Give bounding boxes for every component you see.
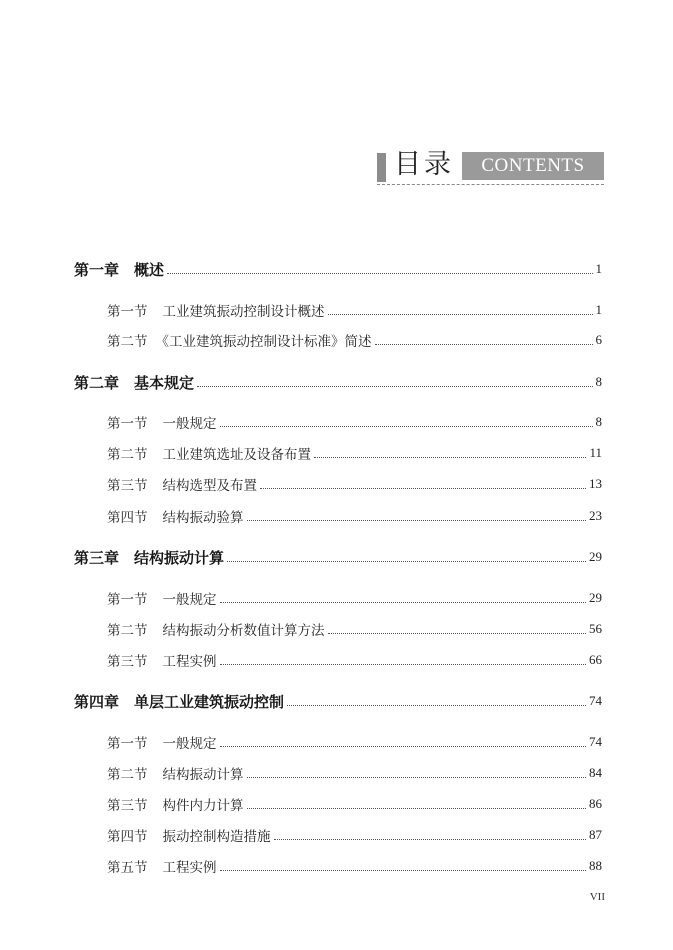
- chapter-title: 基本规定: [134, 373, 195, 392]
- chapter-title: 概述: [134, 260, 165, 279]
- section-number: 第一节: [107, 592, 148, 608]
- toc-chapter-3[interactable]: [74, 547, 602, 567]
- toc-section-3-1[interactable]: [107, 588, 602, 608]
- toc-chapter-1[interactable]: [74, 259, 602, 279]
- page-number: 29: [589, 590, 602, 605]
- toc-header: [377, 149, 604, 185]
- page-number: 8: [595, 414, 602, 429]
- toc-section-2-3[interactable]: [107, 474, 602, 494]
- chapter-number: 第四章: [74, 692, 120, 711]
- section-title: 一般规定: [162, 592, 217, 608]
- section-title: 振动控制构造措施: [162, 829, 271, 845]
- section-title: 结构振动分析数值计算方法: [162, 623, 325, 639]
- dot-leader: [220, 869, 587, 871]
- page-number: 56: [589, 621, 602, 636]
- dot-leader: [260, 487, 586, 489]
- page-number: 1: [595, 261, 602, 276]
- page-number: 88: [589, 858, 602, 873]
- toc-section-4-1[interactable]: [107, 732, 602, 752]
- page-number: 74: [589, 693, 602, 708]
- chapter-title: 单层工业建筑振动控制: [134, 692, 285, 711]
- dot-leader: [328, 313, 593, 315]
- chapter-number: 第三章: [74, 548, 120, 567]
- section-title: 构件内力计算: [162, 798, 244, 814]
- page-number: 1: [595, 302, 602, 317]
- page-number: 8: [595, 374, 602, 389]
- chapter-number: 第一章: [74, 260, 120, 279]
- section-number: 第二节: [107, 623, 148, 639]
- header-title: 目录: [394, 149, 454, 180]
- dot-leader: [287, 704, 586, 706]
- toc-section-4-4[interactable]: [107, 825, 602, 845]
- section-number: 第三节: [107, 798, 148, 814]
- page-number: 11: [589, 445, 602, 460]
- dot-leader: [247, 807, 587, 809]
- page-number: 66: [589, 652, 602, 667]
- toc-section-2-1[interactable]: [107, 412, 602, 432]
- section-number: 第二节: [107, 334, 148, 350]
- chapter-number: 第二章: [74, 373, 120, 392]
- toc-section-2-4[interactable]: [107, 506, 602, 526]
- section-title: 结构选型及布置: [162, 478, 257, 494]
- toc-section-4-3[interactable]: [107, 794, 602, 814]
- section-number: 第一节: [107, 304, 148, 320]
- page-number: 13: [589, 476, 602, 491]
- dot-leader: [220, 663, 587, 665]
- section-title: 工业建筑振动控制设计概述: [162, 304, 325, 320]
- header-subtitle: CONTENTS: [462, 152, 604, 180]
- toc-section-1-2[interactable]: [107, 330, 602, 350]
- dot-leader: [220, 745, 587, 747]
- dot-leader: [274, 838, 587, 840]
- section-title: 工业建筑选址及设备布置: [162, 447, 311, 463]
- dot-leader: [167, 272, 592, 274]
- dot-leader: [227, 560, 586, 562]
- page-number: 84: [589, 765, 602, 780]
- toc-section-1-1[interactable]: [107, 300, 602, 320]
- dot-leader: [247, 776, 587, 778]
- section-title: 一般规定: [162, 736, 217, 752]
- page-number: 87: [589, 827, 602, 842]
- dot-leader: [328, 632, 587, 634]
- page-number: 6: [595, 332, 602, 347]
- section-number: 第二节: [107, 447, 148, 463]
- page-number: 86: [589, 796, 602, 811]
- dot-leader: [247, 519, 587, 521]
- section-number: 第一节: [107, 736, 148, 752]
- section-title: 结构振动计算: [162, 767, 244, 783]
- dot-leader: [220, 425, 593, 427]
- toc-chapter-4[interactable]: [74, 691, 602, 711]
- section-number: 第四节: [107, 829, 148, 845]
- page-number: 29: [589, 549, 602, 564]
- section-title: 工程实例: [162, 654, 217, 670]
- toc-section-2-2[interactable]: [107, 443, 602, 463]
- footer-page-number: VII: [589, 891, 605, 903]
- dot-leader: [375, 343, 593, 345]
- section-number: 第二节: [107, 767, 148, 783]
- page-number: 23: [589, 508, 602, 523]
- toc-section-4-2[interactable]: [107, 763, 602, 783]
- dot-leader: [220, 601, 587, 603]
- section-title: 工程实例: [162, 860, 217, 876]
- dot-leader: [314, 456, 586, 458]
- toc-chapter-2[interactable]: [74, 372, 602, 392]
- section-title: 《工业建筑振动控制设计标准》简述: [155, 334, 372, 350]
- section-number: 第五节: [107, 860, 148, 876]
- section-number: 第三节: [107, 478, 148, 494]
- section-number: 第三节: [107, 654, 148, 670]
- section-number: 第一节: [107, 416, 148, 432]
- section-title: 一般规定: [162, 416, 217, 432]
- page-number: 74: [589, 734, 602, 749]
- toc-section-3-2[interactable]: [107, 619, 602, 639]
- toc-section-4-5[interactable]: [107, 856, 602, 876]
- toc-section-3-3[interactable]: [107, 650, 602, 670]
- header-divider: [377, 184, 604, 185]
- dot-leader: [197, 385, 592, 387]
- header-accent-bar: [377, 153, 386, 182]
- section-number: 第四节: [107, 510, 148, 526]
- chapter-title: 结构振动计算: [134, 548, 225, 567]
- section-title: 结构振动验算: [162, 510, 244, 526]
